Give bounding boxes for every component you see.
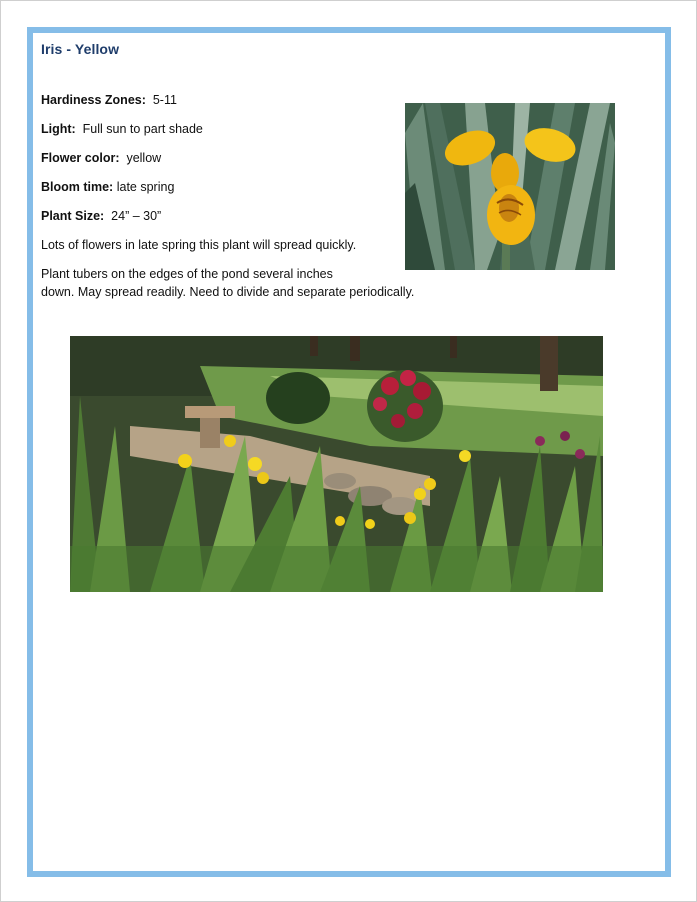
bloom-time-line xyxy=(41,179,174,195)
flower-color-value: yellow xyxy=(126,151,162,165)
light-label: Light: xyxy=(41,122,76,136)
iris-closeup-photo xyxy=(405,103,615,270)
bloom-time-label: Bloom time: xyxy=(41,180,114,194)
flower-color-label: Flower color: xyxy=(41,151,120,165)
plant-size-label: Plant Size: xyxy=(41,209,105,223)
hardiness-zones-label: Hardiness Zones: xyxy=(41,93,146,107)
paragraph-spread: Lots of flowers in late spring this plant will spread quickly. xyxy=(41,238,357,252)
bloom-time-value: late spring xyxy=(116,180,175,194)
paragraph-planting-line2: down. May spread readily. Need to divide and separate periodically. xyxy=(41,285,415,299)
page-title: Iris - Yellow xyxy=(41,41,120,57)
hardiness-zones-value: 5-11 xyxy=(152,93,177,107)
garden-pond-photo xyxy=(70,336,603,592)
light-value: Full sun to part shade xyxy=(82,122,203,136)
plant-size-line xyxy=(41,208,161,224)
plant-size-value: 24” – 30” xyxy=(111,209,162,223)
light-line xyxy=(41,121,203,137)
paragraph-planting-line1: Plant tubers on the edges of the pond several inches xyxy=(41,267,333,281)
hardiness-zones-line xyxy=(41,92,177,108)
flower-color-line xyxy=(41,150,161,166)
